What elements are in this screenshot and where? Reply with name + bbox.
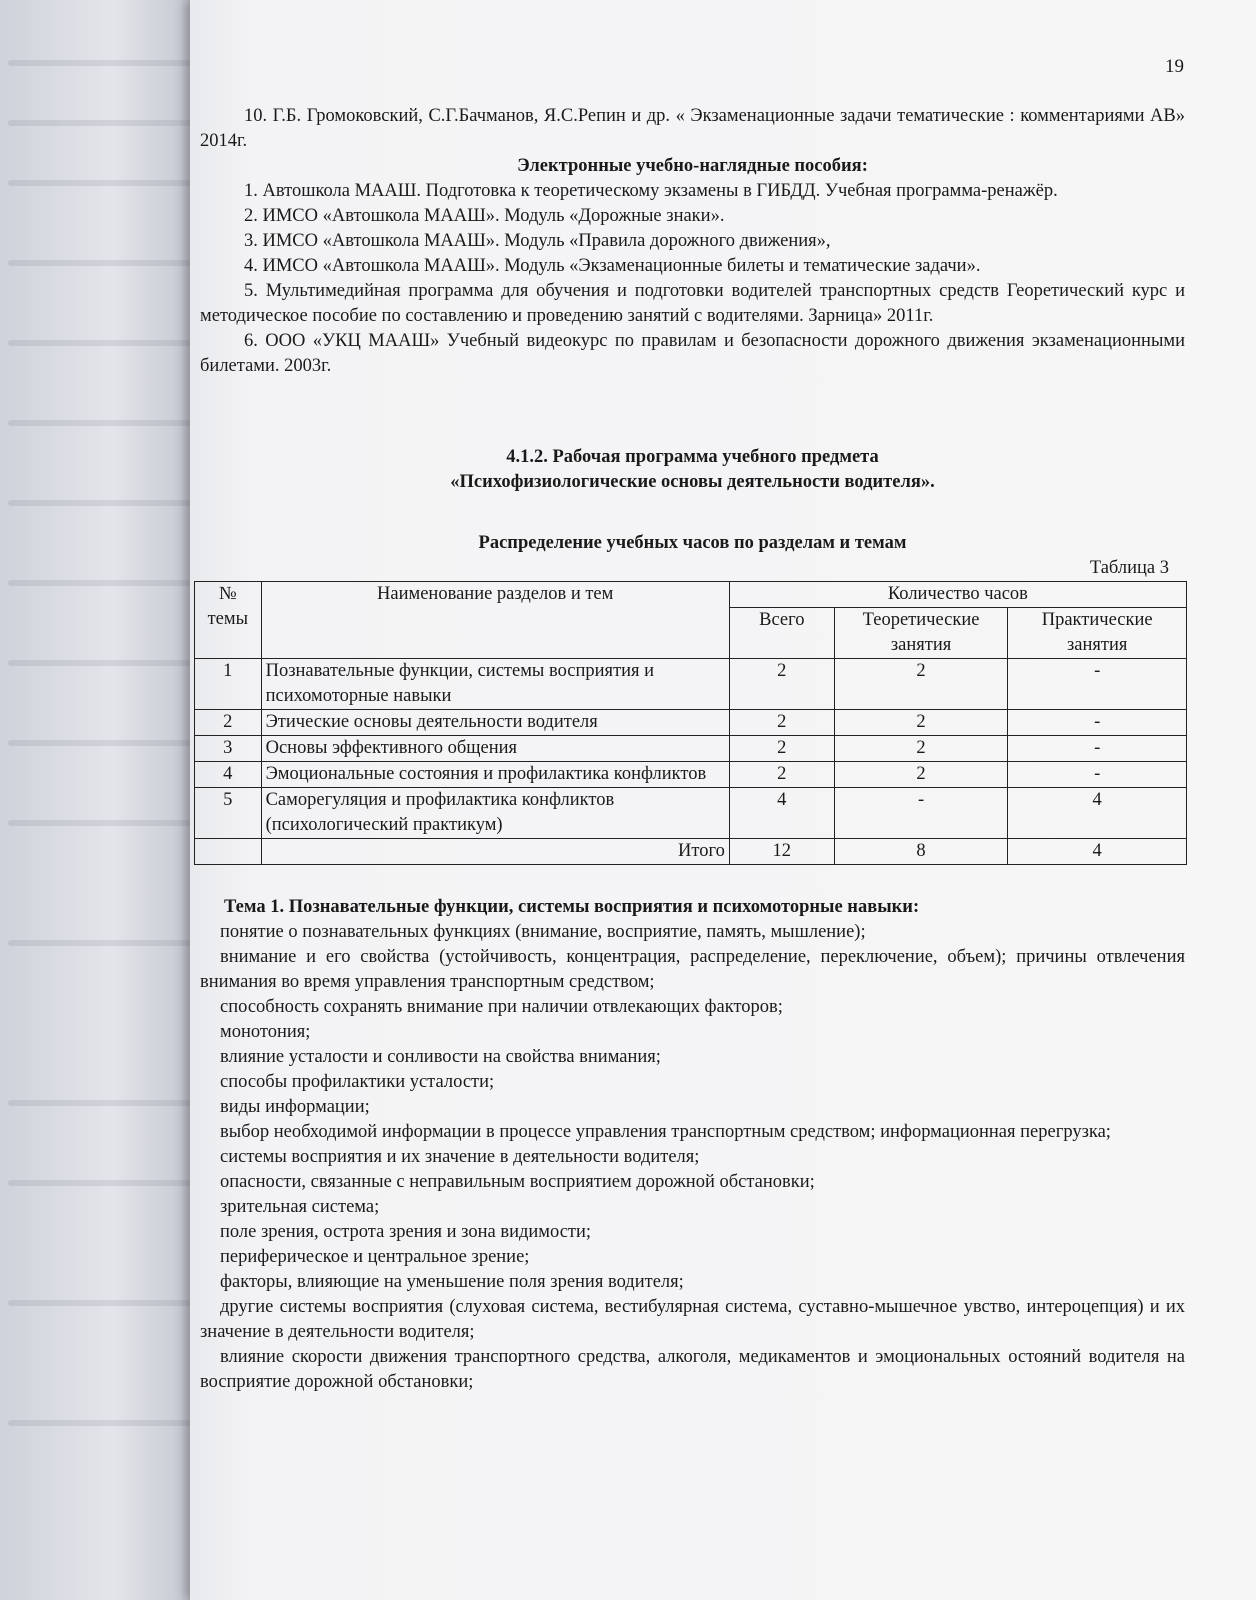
total-label: Итого	[261, 839, 729, 865]
distribution-heading: Распределение учебных часов по разделам и темам	[478, 533, 907, 553]
electronic-aid-item: 6. ООО «УКЦ МААШ» Учебный видеокурс по правилам и безопасности дорожного движения экзаменационными билетами. 2003г.	[200, 331, 1185, 376]
cell-theory: 2	[834, 659, 1008, 710]
cell-practice: 4	[1008, 788, 1187, 839]
topic-item: способы профилактики усталости;	[220, 1072, 495, 1092]
cell-number: 1	[195, 659, 262, 710]
electronic-aids-heading: Электронные учебно-наглядные пособия:	[517, 156, 868, 176]
cell-theory: 2	[834, 762, 1008, 788]
topic-item: зрительная система;	[220, 1197, 380, 1217]
table-caption: Таблица 3	[1089, 558, 1169, 578]
cell-total: 2	[729, 659, 834, 710]
total-all: 12	[729, 839, 834, 865]
table-row	[195, 788, 1187, 839]
cell-name: Познавательные функции, системы восприятия и психомоторные навыки	[261, 659, 729, 710]
cell-number: 3	[195, 736, 262, 762]
table-row	[195, 736, 1187, 762]
topic-item: опасности, связанные с неправильным восприятием дорожной обстановки;	[220, 1172, 815, 1192]
facing-page	[0, 0, 205, 1600]
cell-total: 4	[729, 788, 834, 839]
section-title: 4.1.2. Рабочая программа учебного предмета	[506, 447, 879, 467]
page-number: 19	[1165, 56, 1184, 77]
header-total: Всего	[729, 608, 834, 659]
cell-practice: -	[1008, 736, 1187, 762]
topic-item: монотония;	[220, 1022, 311, 1042]
section-subtitle: «Психофизиологические основы деятельности водителя».	[450, 472, 935, 492]
topic-item: поле зрения, острота зрения и зона видимости;	[220, 1222, 592, 1242]
cell-name: Этические основы деятельности водителя	[261, 710, 729, 736]
topic-item: влияние усталости и сонливости на свойства внимания;	[220, 1047, 661, 1067]
cell-empty	[195, 839, 262, 865]
topic-item: виды информации;	[220, 1097, 370, 1117]
cell-theory: -	[834, 788, 1008, 839]
hours-table	[194, 581, 1187, 865]
cell-number: 2	[195, 710, 262, 736]
electronic-aid-item: 4. ИМСО «Автошкола МААШ». Модуль «Экзаменационные билеты и тематические задачи».	[244, 256, 981, 276]
topic-item: другие системы восприятия (слуховая система, вестибулярная система, суставно-мышечное увство, интероцепция) и их значение в деятельности водителя;	[200, 1297, 1185, 1342]
cell-total: 2	[729, 762, 834, 788]
cell-practice: -	[1008, 659, 1187, 710]
topic-item: системы восприятия и их значение в деятельности водителя;	[220, 1147, 700, 1167]
cell-total: 2	[729, 710, 834, 736]
cell-number: 4	[195, 762, 262, 788]
document-page	[190, 0, 1256, 1600]
header-hours: Количество часов	[729, 582, 1186, 608]
electronic-aid-item: 5. Мультимедийная программа для обучения и подготовки водителей транспортных средств Георетический курс и методическое пособие по составлению и проведению занятий с водителями. Зарница» 2011г.	[200, 281, 1185, 326]
cell-theory: 2	[834, 736, 1008, 762]
total-practice: 4	[1008, 839, 1187, 865]
header-number: № темы	[195, 582, 262, 659]
header-theory: Теоретические занятия	[834, 608, 1008, 659]
table-row	[195, 659, 1187, 710]
reference-item: 10. Г.Б. Громоковский, С.Г.Бачманов, Я.С.Репин и др. « Экзаменационные задачи тематические : комментариями АВ» 2014г.	[200, 106, 1185, 151]
electronic-aid-item: 2. ИМСО «Автошкола МААШ». Модуль «Дорожные знаки».	[244, 206, 725, 226]
header-name: Наименование разделов и тем	[261, 582, 729, 659]
cell-practice: -	[1008, 762, 1187, 788]
table-header-row	[195, 582, 1187, 608]
cell-practice: -	[1008, 710, 1187, 736]
table-row	[195, 710, 1187, 736]
table-row	[195, 762, 1187, 788]
topic-item: понятие о познавательных функциях (внимание, восприятие, память, мышление);	[220, 922, 866, 942]
page-content	[200, 104, 1185, 1395]
topic-item: внимание и его свойства (устойчивость, концентрация, распределение, переключение, объем); причины отвлечения внимания во время управления транспортным средством;	[200, 947, 1185, 992]
table-total-row	[195, 839, 1187, 865]
cell-name: Основы эффективного общения	[261, 736, 729, 762]
total-theory: 8	[834, 839, 1008, 865]
electronic-aid-item: 3. ИМСО «Автошкола МААШ». Модуль «Правила дорожного движения»,	[244, 231, 831, 251]
cell-name: Саморегуляция и профилактика конфликтов (психологический практикум)	[261, 788, 729, 839]
topic-item: факторы, влияющие на уменьшение поля зрения водителя;	[220, 1272, 684, 1292]
cell-number: 5	[195, 788, 262, 839]
cell-total: 2	[729, 736, 834, 762]
topic-item: влияние скорости движения транспортного средства, алкоголя, медикаментов и эмоциональных остояний водителя на восприятие дорожной обстановки;	[200, 1347, 1185, 1392]
topic-title: Тема 1. Познавательные функции, системы восприятия и психомоторные навыки:	[224, 897, 920, 917]
cell-name: Эмоциональные состояния и профилактика конфликтов	[261, 762, 729, 788]
topic-item: периферическое и центральное зрение;	[220, 1247, 530, 1267]
cell-theory: 2	[834, 710, 1008, 736]
electronic-aid-item: 1. Автошкола МААШ. Подготовка к теоретическому экзамены в ГИБДД. Учебная программа-ренажёр.	[244, 181, 1058, 201]
header-practice: Практические занятия	[1008, 608, 1187, 659]
topic-item: способность сохранять внимание при наличии отвлекающих факторов;	[220, 997, 783, 1017]
topic-item: выбор необходимой информации в процессе управления транспортным средством; информационная перегрузка;	[220, 1122, 1111, 1142]
